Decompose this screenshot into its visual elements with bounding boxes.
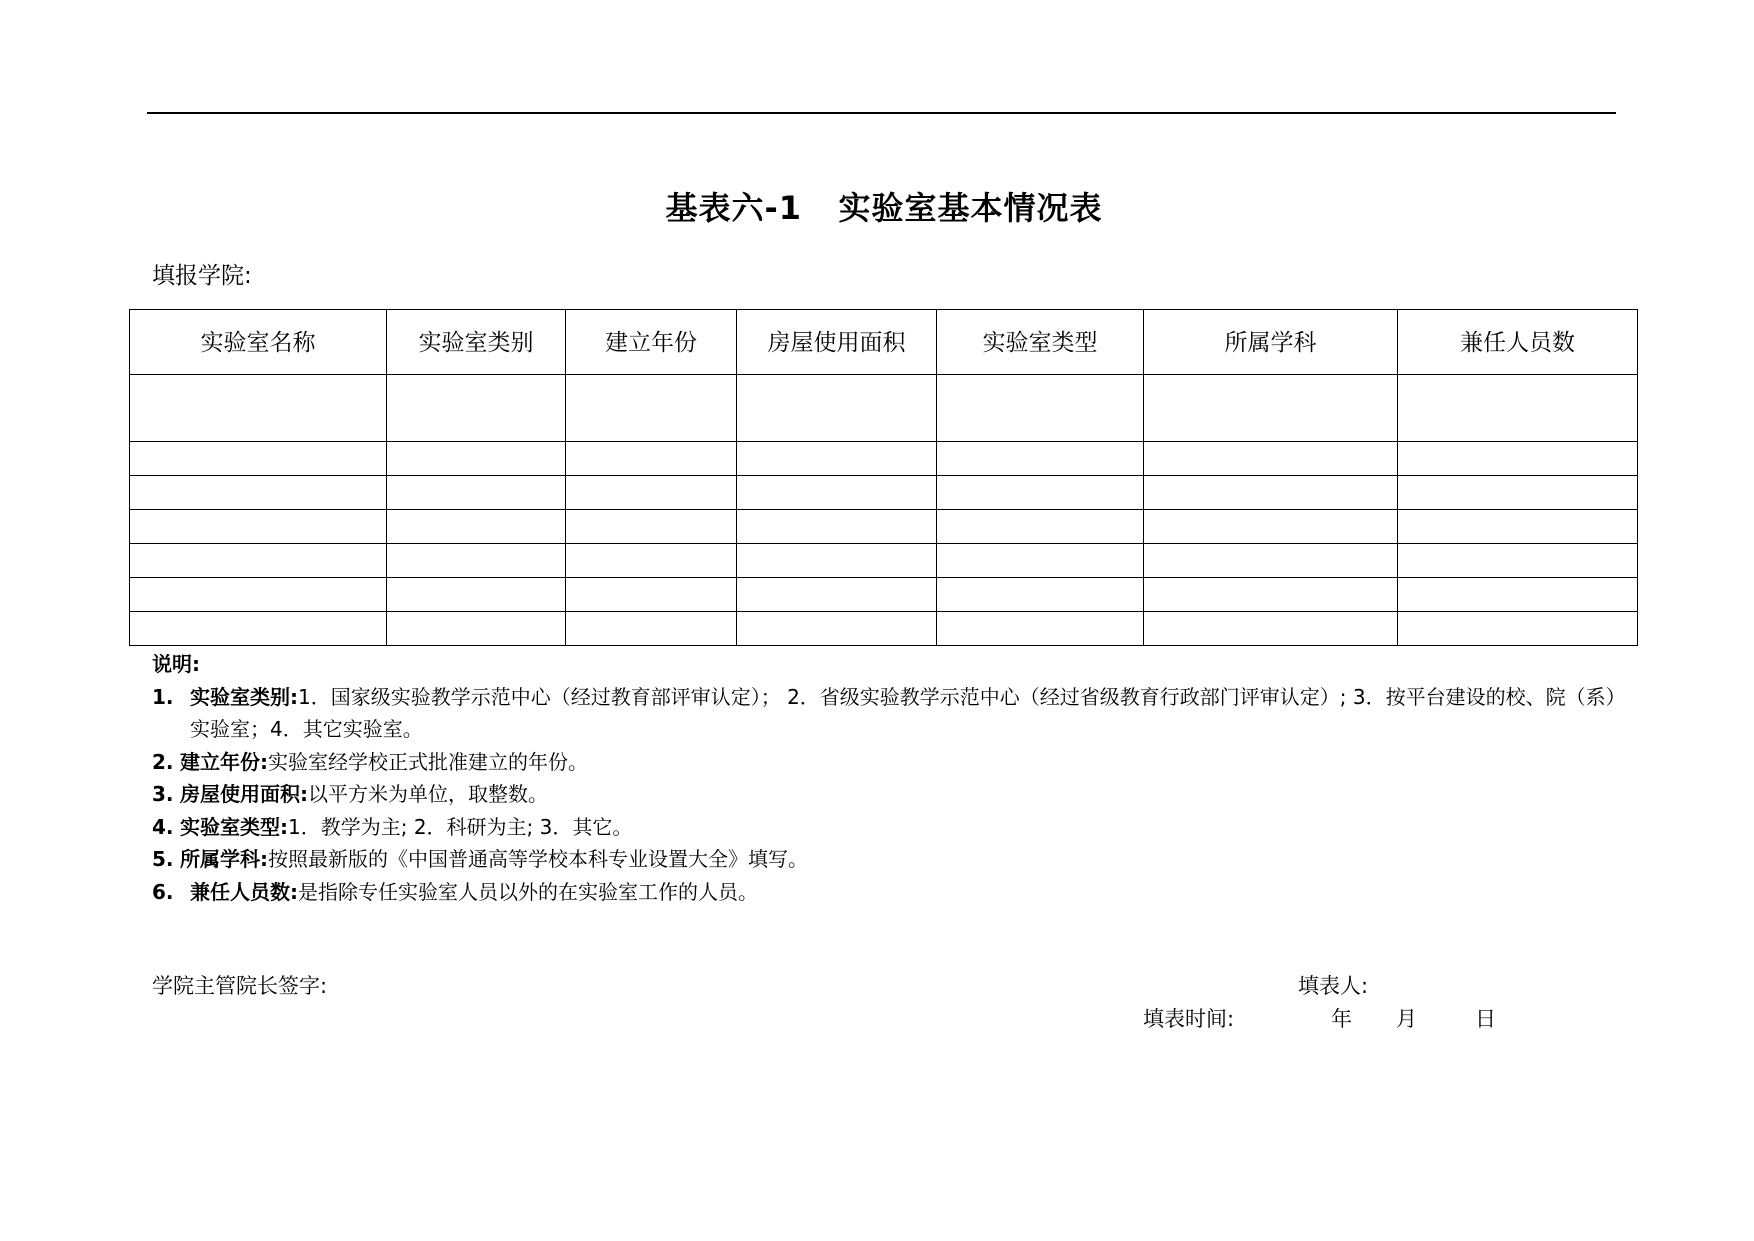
note-item-discipline — [152, 843, 1622, 876]
table-cell[interactable] — [737, 612, 937, 646]
table-cell[interactable] — [387, 578, 566, 612]
table-cell[interactable] — [737, 544, 937, 578]
table-cell[interactable] — [1398, 544, 1638, 578]
table-cell[interactable] — [387, 612, 566, 646]
table-row — [130, 476, 1638, 510]
table-cell[interactable] — [1144, 612, 1398, 646]
table-cell[interactable] — [566, 510, 737, 544]
table-cell[interactable] — [1144, 375, 1398, 442]
table-cell[interactable] — [937, 578, 1144, 612]
dean-signature-label: 学院主管院长签字: — [152, 974, 328, 998]
note-number: 6. — [152, 879, 174, 904]
table-cell[interactable] — [737, 442, 937, 476]
date-year-label: 年 — [1331, 1007, 1352, 1031]
note-term: 建立年份: — [180, 749, 268, 774]
note-item-floor-area — [152, 778, 1622, 811]
col-header-year-established: 建立年份 — [566, 310, 737, 375]
table-cell[interactable] — [130, 578, 387, 612]
table-cell[interactable] — [1144, 476, 1398, 510]
note-term: 房屋使用面积: — [180, 782, 308, 806]
note-item-part-time-staff — [152, 876, 1622, 909]
note-text: 1．国家级实验教学示范中心（经过教育部评审认定）； 2．省级实验教学示范中心（经过省级教育行政部门评审认定）; 3．按平台建设的校、院（系）实验室；4．其它实验室。 — [190, 684, 1616, 741]
table-cell[interactable] — [1398, 612, 1638, 646]
table-header-row — [130, 310, 1638, 375]
table-cell[interactable] — [566, 442, 737, 476]
note-text: 按照最新版的《中国普通高等学校本科专业设置大全》填写。 — [268, 847, 808, 871]
table-cell[interactable] — [130, 375, 387, 442]
table-cell[interactable] — [937, 476, 1144, 510]
table-row — [130, 578, 1638, 612]
table-row — [130, 544, 1638, 578]
table-cell[interactable] — [130, 476, 387, 510]
note-item-lab-category — [152, 681, 1622, 746]
table-row — [130, 510, 1638, 544]
table-cell[interactable] — [1144, 510, 1398, 544]
table-cell[interactable] — [566, 612, 737, 646]
table-cell[interactable] — [566, 375, 737, 442]
table-cell[interactable] — [130, 612, 387, 646]
header-rule — [147, 112, 1616, 114]
table-cell[interactable] — [937, 544, 1144, 578]
college-label: 填报学院: — [152, 263, 252, 289]
note-term: 实验室类别: — [190, 684, 298, 709]
table-row — [130, 375, 1638, 442]
table-cell[interactable] — [1398, 510, 1638, 544]
table-cell[interactable] — [387, 442, 566, 476]
col-header-lab-type: 实验室类型 — [937, 310, 1144, 375]
table-row — [130, 612, 1638, 646]
note-number: 5. — [152, 847, 174, 871]
note-number: 1. — [152, 684, 174, 709]
table-cell[interactable] — [1144, 442, 1398, 476]
date-month-label: 月 — [1396, 1007, 1417, 1031]
table-cell[interactable] — [566, 476, 737, 510]
table-cell[interactable] — [1398, 476, 1638, 510]
table-cell[interactable] — [737, 476, 937, 510]
note-term: 实验室类型: — [180, 814, 288, 839]
table-row — [130, 442, 1638, 476]
table-cell[interactable] — [937, 612, 1144, 646]
col-header-lab-name: 实验室名称 — [130, 310, 387, 375]
table-cell[interactable] — [387, 544, 566, 578]
table-cell[interactable] — [737, 375, 937, 442]
table-cell[interactable] — [1398, 442, 1638, 476]
note-number: 2. — [152, 749, 174, 774]
note-number: 3. — [152, 782, 174, 806]
table-cell[interactable] — [737, 578, 937, 612]
table-cell[interactable] — [566, 544, 737, 578]
table-cell[interactable] — [1144, 578, 1398, 612]
fill-date-label: 填表时间: — [1143, 1007, 1235, 1031]
table-cell[interactable] — [387, 510, 566, 544]
note-text: 实验室经学校正式批准建立的年份。 — [268, 749, 588, 774]
lab-info-table — [129, 309, 1638, 646]
table-cell[interactable] — [566, 578, 737, 612]
col-header-part-time-staff: 兼任人员数 — [1398, 310, 1638, 375]
note-number: 4. — [152, 814, 174, 839]
notes-section — [152, 648, 1622, 908]
note-text: 1．教学为主; 2．科研为主; 3．其它。 — [288, 814, 633, 839]
table-cell[interactable] — [387, 375, 566, 442]
notes-heading: 说明: — [152, 652, 200, 676]
date-day-label: 日 — [1475, 1007, 1496, 1031]
note-item-lab-type — [152, 811, 1622, 844]
table-cell[interactable] — [130, 510, 387, 544]
note-term: 兼任人员数: — [190, 879, 298, 904]
page-title: 基表六-1 实验室基本情况表 — [665, 189, 1103, 227]
table-cell[interactable] — [737, 510, 937, 544]
col-header-discipline: 所属学科 — [1144, 310, 1398, 375]
table-cell[interactable] — [937, 510, 1144, 544]
table-cell[interactable] — [1398, 578, 1638, 612]
note-item-year-established — [152, 746, 1622, 779]
col-header-lab-category: 实验室类别 — [387, 310, 566, 375]
col-header-floor-area: 房屋使用面积 — [737, 310, 937, 375]
table-cell[interactable] — [130, 442, 387, 476]
table-cell[interactable] — [1398, 375, 1638, 442]
table-cell[interactable] — [130, 544, 387, 578]
note-text: 是指除专任实验室人员以外的在实验室工作的人员。 — [298, 879, 758, 904]
note-term: 所属学科: — [180, 847, 268, 871]
table-cell[interactable] — [937, 375, 1144, 442]
table-cell[interactable] — [937, 442, 1144, 476]
table-cell[interactable] — [387, 476, 566, 510]
table-cell[interactable] — [1144, 544, 1398, 578]
filler-label: 填表人: — [1298, 974, 1369, 998]
note-text: 以平方米为单位，取整数。 — [308, 782, 548, 806]
